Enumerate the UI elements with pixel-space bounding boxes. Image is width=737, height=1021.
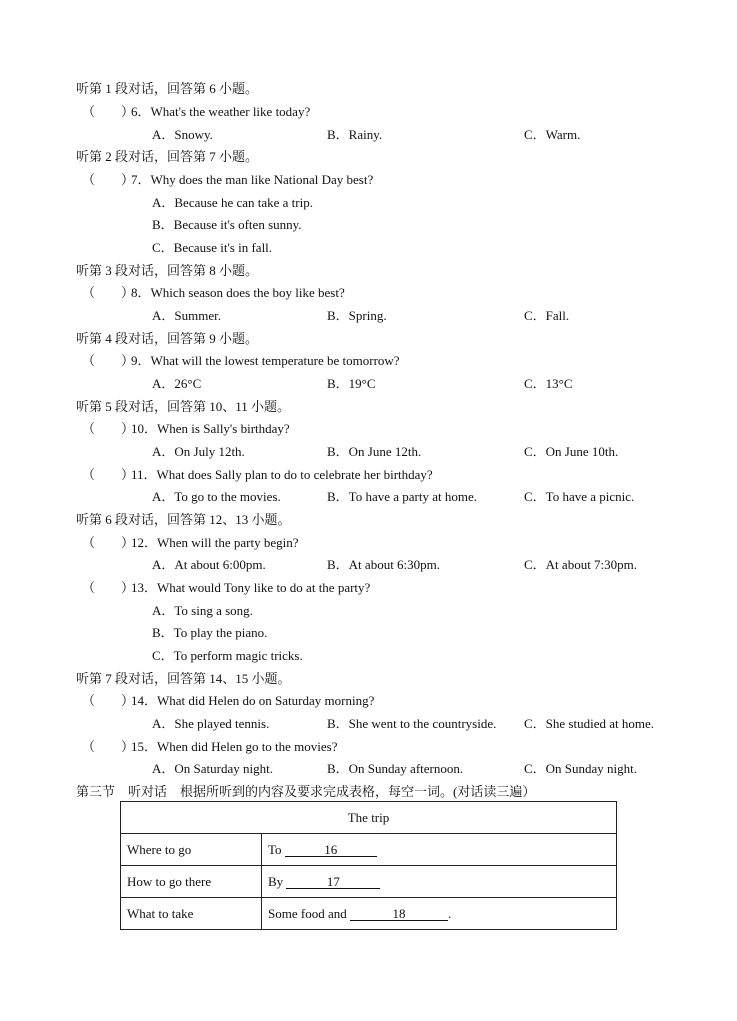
option-a[interactable]: A．She played tennis. — [152, 716, 270, 731]
question-stem: 7．Why does the man like National Day best? — [131, 172, 374, 187]
option-c[interactable]: C．To perform magic tricks. — [152, 648, 303, 663]
answer-paren[interactable]: （ ） — [82, 580, 135, 595]
section3-heading: 第三节 听对话 根据所听到的内容及要求完成表格，每空一词。(对话读三遍） — [76, 784, 536, 799]
option-b[interactable]: B．On June 12th. — [327, 444, 422, 459]
row-answer — [262, 834, 617, 866]
question-stem: 8．Which season does the boy like best? — [131, 285, 345, 300]
option-a[interactable]: A．On July 12th. — [152, 444, 245, 459]
option-c[interactable]: C．To have a picnic. — [524, 489, 635, 504]
option-a[interactable]: A．Because he can take a trip. — [152, 195, 313, 210]
answer-paren[interactable]: （ ） — [82, 104, 135, 119]
section-heading: 听第 2 段对话，回答第 7 小题。 — [76, 149, 259, 164]
question-stem: 15．When did Helen go to the movies? — [131, 739, 338, 754]
row-answer — [262, 898, 617, 930]
question-stem: 9．What will the lowest temperature be tomorrow? — [131, 353, 400, 368]
option-b[interactable]: B．She went to the countryside. — [327, 716, 497, 731]
answer-paren[interactable]: （ ） — [82, 467, 135, 482]
row-prefix: Some food and — [268, 905, 347, 921]
option-c[interactable]: C．Fall. — [524, 308, 570, 323]
question-stem: 11．What does Sally plan to do to celebrate her birthday? — [131, 467, 433, 482]
option-a[interactable]: A．On Saturday night. — [152, 761, 273, 776]
question-stem: 12．When will the party begin? — [131, 535, 299, 550]
table-title: The trip — [121, 802, 617, 834]
option-a[interactable]: A．26°C — [152, 376, 202, 391]
answer-paren[interactable]: （ ） — [82, 693, 135, 708]
option-b[interactable]: B．To play the piano. — [152, 625, 268, 640]
option-c[interactable]: C．On June 10th. — [524, 444, 619, 459]
answer-paren[interactable]: （ ） — [82, 535, 135, 550]
option-b[interactable]: B．At about 6:30pm. — [327, 557, 441, 572]
option-a[interactable]: A．To go to the movies. — [152, 489, 281, 504]
option-c[interactable]: C．She studied at home. — [524, 716, 654, 731]
answer-blank[interactable]: 18 — [350, 907, 448, 921]
table-row — [121, 898, 617, 930]
row-label: Where to go — [121, 834, 262, 866]
answer-blank[interactable]: 17 — [286, 875, 380, 889]
section-heading: 听第 4 段对话，回答第 9 小题。 — [76, 331, 259, 346]
option-c[interactable]: C．Because it's in fall. — [152, 240, 273, 255]
option-b[interactable]: B．19°C — [327, 376, 376, 391]
table-row — [121, 834, 617, 866]
option-a[interactable]: A．At about 6:00pm. — [152, 557, 266, 572]
option-c[interactable]: C．On Sunday night. — [524, 761, 638, 776]
answer-paren[interactable]: （ ） — [82, 353, 135, 368]
row-suffix: . — [447, 905, 452, 921]
option-b[interactable]: B．Rainy. — [327, 127, 383, 142]
section-heading: 听第 6 段对话，回答第 12、13 小题。 — [76, 512, 291, 527]
option-b[interactable]: B．Because it's often sunny. — [152, 217, 302, 232]
answer-paren[interactable]: （ ） — [82, 172, 135, 187]
row-answer — [262, 866, 617, 898]
answer-paren[interactable]: （ ） — [82, 739, 135, 754]
section-heading: 听第 1 段对话，回答第 6 小题。 — [76, 81, 259, 96]
answer-paren[interactable]: （ ） — [82, 421, 135, 436]
option-c[interactable]: C．Warm. — [524, 127, 581, 142]
question-stem: 6．What's the weather like today? — [131, 104, 311, 119]
row-prefix: To — [268, 841, 282, 857]
answer-blank[interactable]: 16 — [285, 843, 377, 857]
table-row — [121, 866, 617, 898]
section-heading: 听第 5 段对话，回答第 10、11 小题。 — [76, 399, 291, 414]
question-stem: 13．What would Tony like to do at the party? — [131, 580, 371, 595]
option-a[interactable]: A．Summer. — [152, 308, 221, 323]
section-heading: 听第 3 段对话，回答第 8 小题。 — [76, 263, 259, 278]
answer-paren[interactable]: （ ） — [82, 285, 135, 300]
option-b[interactable]: B．Spring. — [327, 308, 387, 323]
row-label: What to take — [121, 898, 262, 930]
row-prefix: By — [268, 873, 284, 889]
option-a[interactable]: A．To sing a song. — [152, 603, 253, 618]
option-b[interactable]: B．To have a party at home. — [327, 489, 477, 504]
option-a[interactable]: A．Snowy. — [152, 127, 213, 142]
option-c[interactable]: C．At about 7:30pm. — [524, 557, 638, 572]
row-label: How to go there — [121, 866, 262, 898]
trip-table — [120, 801, 617, 930]
question-stem: 14．What did Helen do on Saturday morning? — [131, 693, 375, 708]
section-heading: 听第 7 段对话，回答第 14、15 小题。 — [76, 671, 291, 686]
question-stem: 10．When is Sally's birthday? — [131, 421, 290, 436]
option-b[interactable]: B．On Sunday afternoon. — [327, 761, 464, 776]
option-c[interactable]: C．13°C — [524, 376, 573, 391]
